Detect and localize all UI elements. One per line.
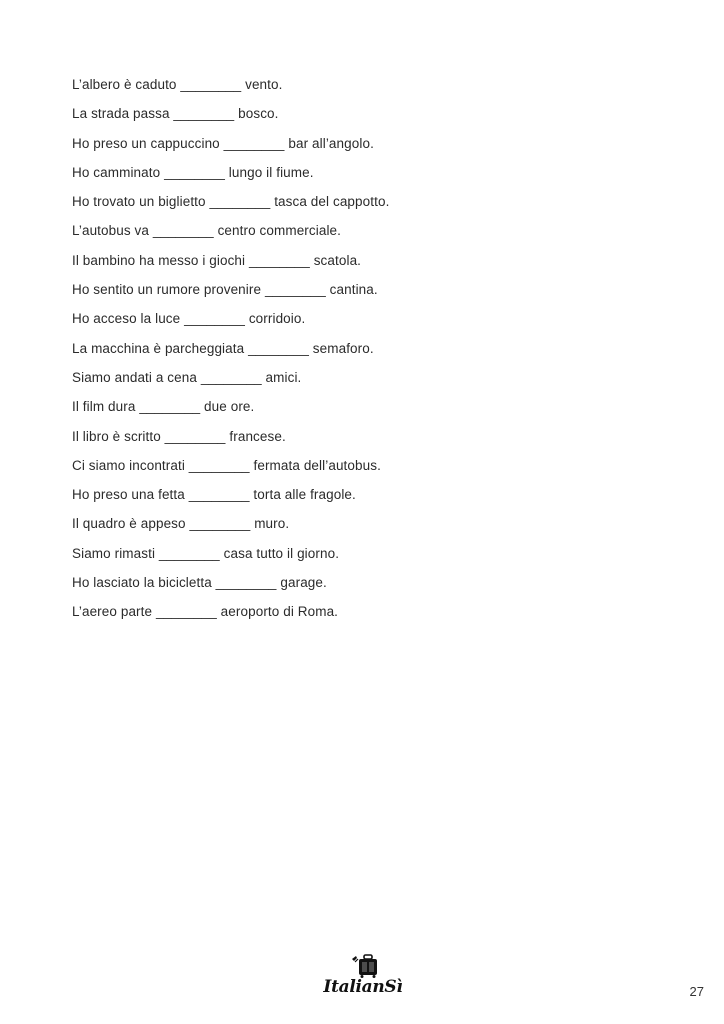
exercise-line: L’autobus va ________ centro commerciale. (72, 223, 342, 239)
exercise-line: Siamo andati a cena ________ amici. (72, 369, 302, 385)
exercise-line: Siamo rimasti ________ casa tutto il giorno. (72, 545, 340, 561)
page-number: 27 (689, 984, 704, 999)
suitcase-icon (322, 953, 404, 979)
exercise-line: Ho sentito un rumore provenire ________ cantina. (72, 282, 378, 298)
exercise-line: La macchina è parcheggiata ________ semaforo. (72, 340, 374, 356)
exercise-line: Ho preso un cappuccino ________ bar all’angolo. (72, 135, 374, 151)
exercise-line: Ci siamo incontrati ________ fermata dell’autobus. (72, 457, 381, 473)
exercise-list (72, 70, 389, 627)
logo-wordmark: ItalianSì (323, 977, 403, 997)
exercise-line: Ho acceso la luce ________ corridoio. (72, 311, 306, 327)
exercise-line: Ho preso una fetta ________ torta alle fragole. (72, 487, 356, 503)
exercise-line: Ho lasciato la bicicletta ________ garage. (72, 575, 327, 591)
exercise-line: Ho camminato ________ lungo il fiume. (72, 164, 314, 180)
exercise-line: L’aereo parte ________ aeroporto di Roma. (72, 604, 339, 620)
exercise-line: Il bambino ha messo i giochi ________ scatola. (72, 252, 362, 268)
exercise-line: Il quadro è appeso ________ muro. (72, 516, 290, 532)
exercise-line: Il film dura ________ due ore. (72, 399, 255, 415)
exercise-line: L’albero è caduto ________ vento. (72, 77, 283, 92)
exercise-line: La strada passa ________ bosco. (72, 106, 279, 122)
exercise-line: Ho trovato un biglietto ________ tasca del cappotto. (72, 194, 390, 210)
exercise-line: Il libro è scritto ________ francese. (72, 428, 286, 444)
brand-logo (322, 953, 404, 1003)
